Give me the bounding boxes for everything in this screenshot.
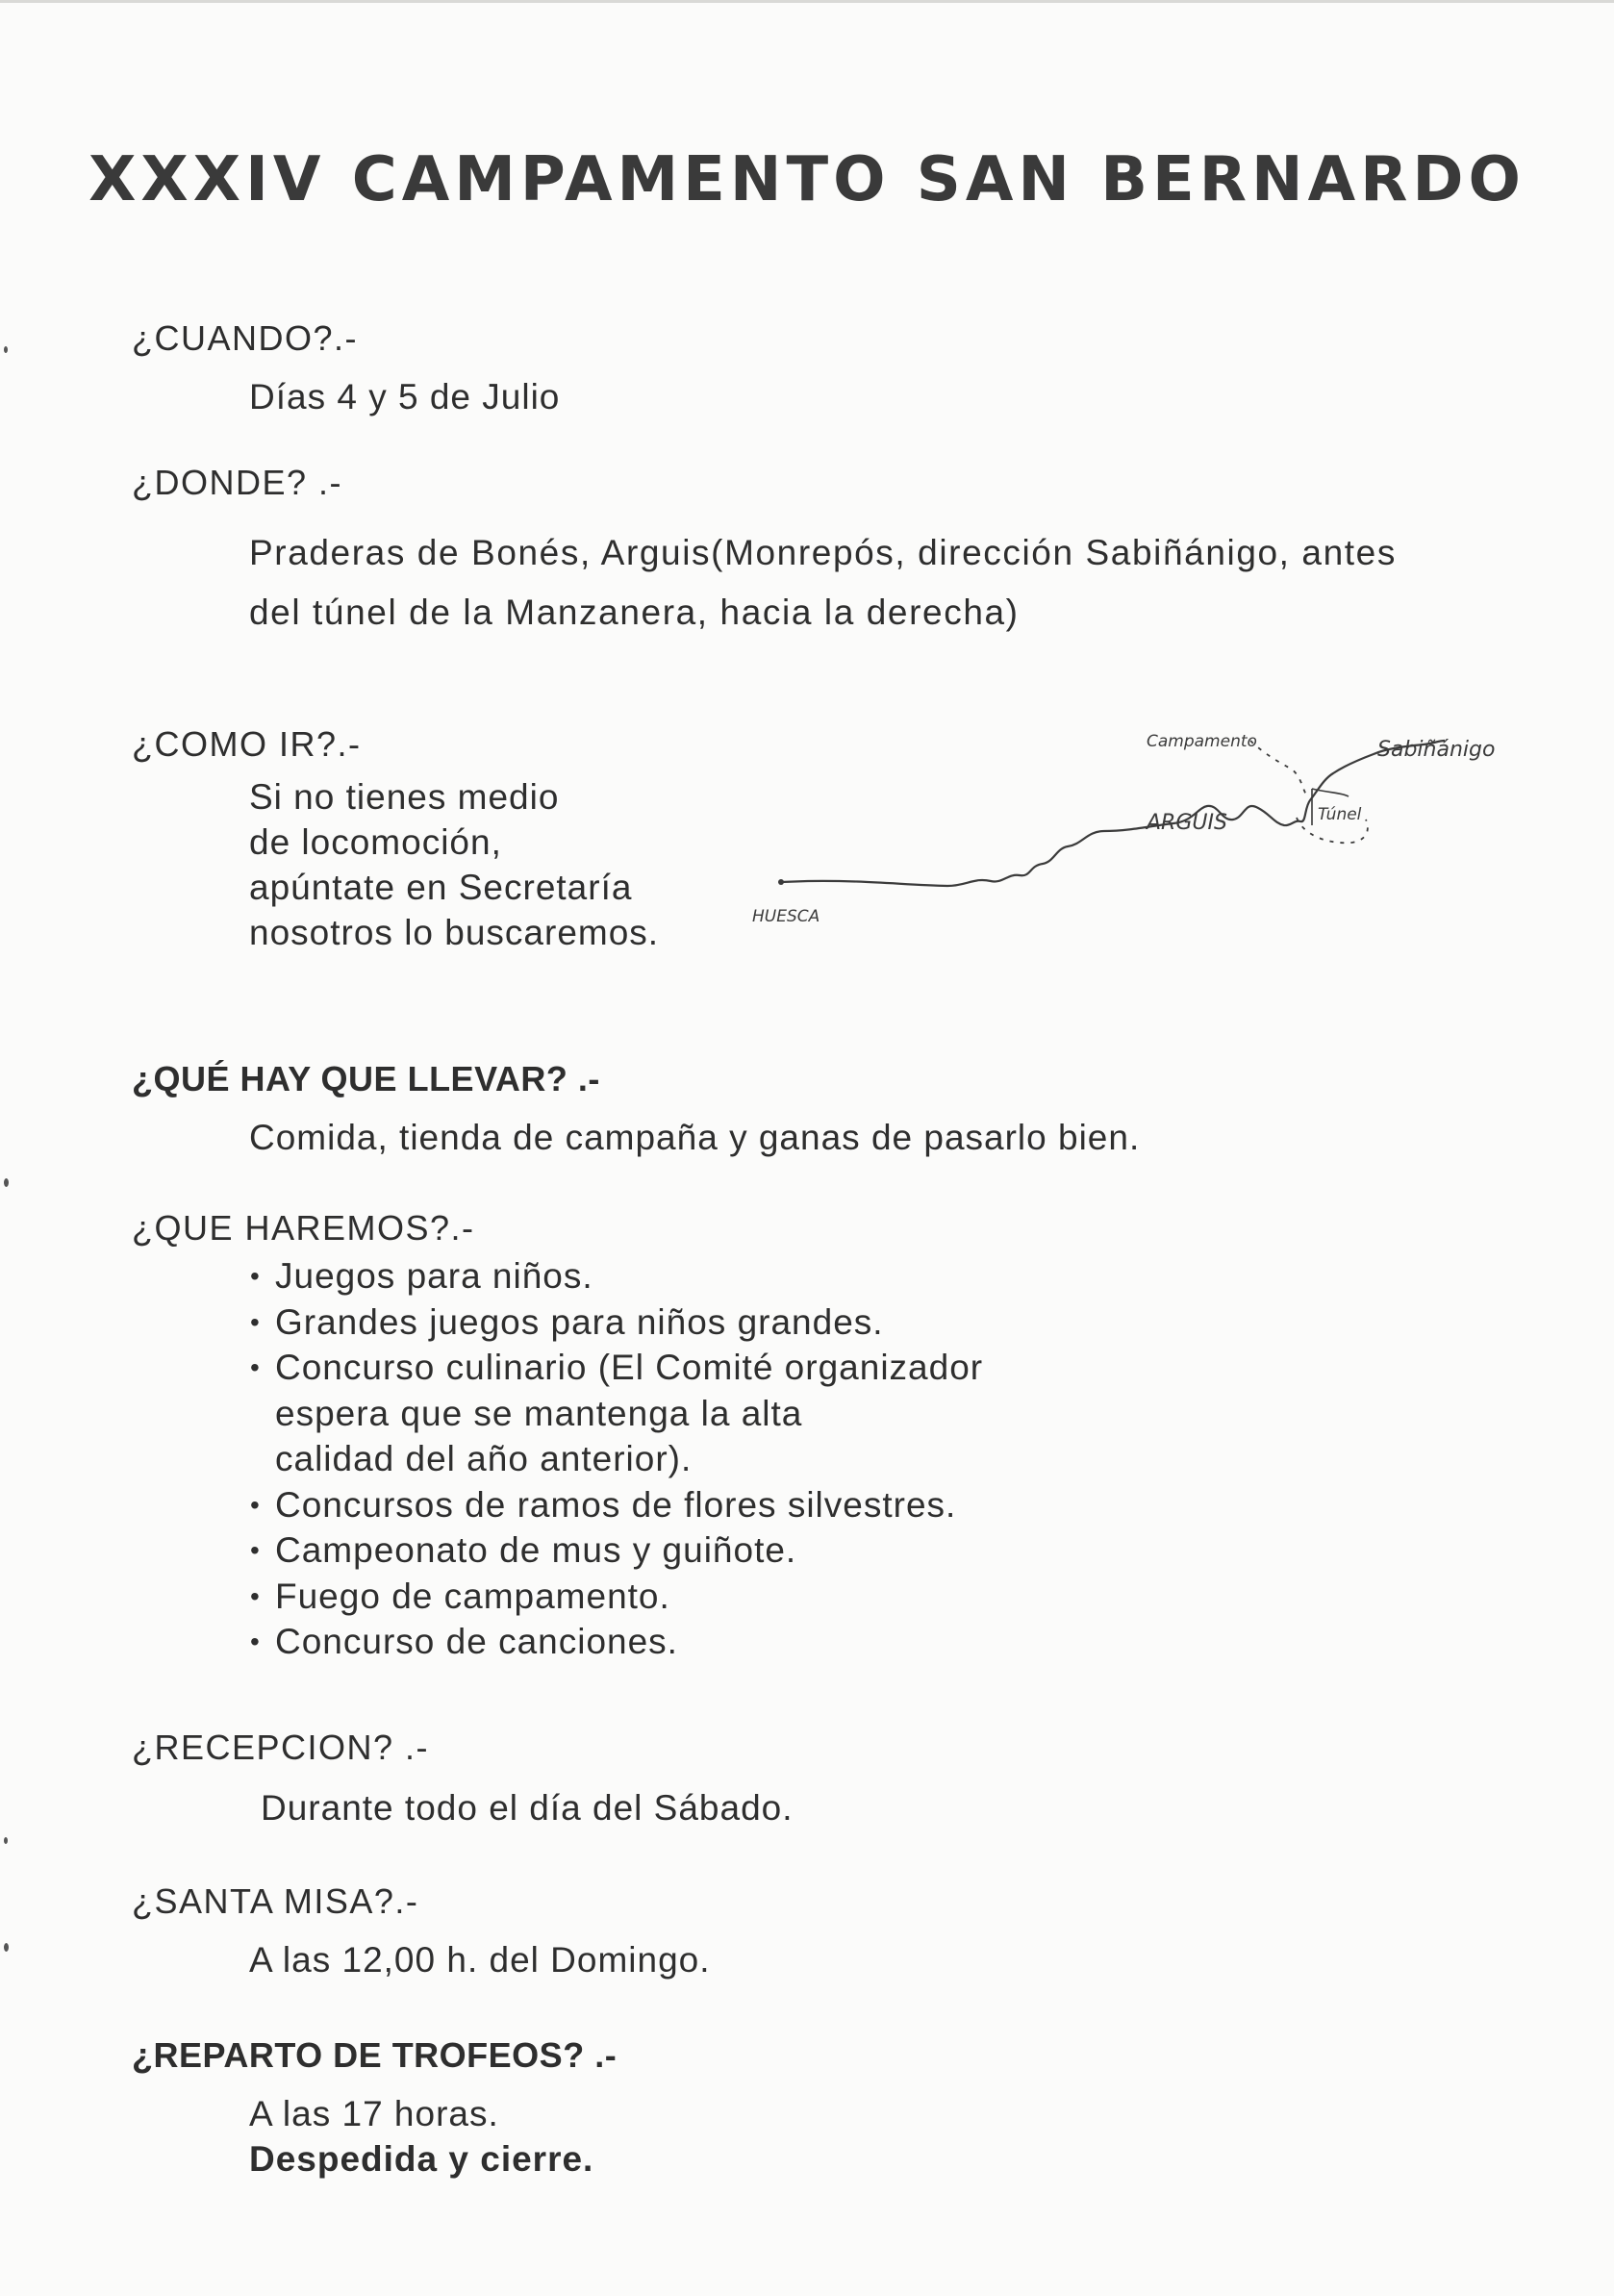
question-recepcion: ¿RECEPCION? .- [132,1728,430,1767]
answer-recepcion: Durante todo el día del Sábado. [261,1788,794,1828]
question-misa: ¿SANTA MISA?.- [132,1881,419,1921]
scan-speck [4,1837,8,1844]
section-cuando [132,317,1536,419]
list-item: • Grandes juegos para niños grandes. [250,1299,1536,1346]
list-item: • Concurso de canciones. [250,1619,1536,1665]
map-label-sabinanigo: Sabiñánigo [1377,738,1496,762]
list-item: • Fuego de campamento. [250,1574,1536,1620]
huesca-dot [778,879,784,885]
page-title: XXXIV CAMPAMENTO SAN BERNARDO [88,144,1526,215]
scan-speck [4,346,8,353]
section-llevar [132,1058,1536,1160]
list-item: • Concurso culinario (El Comité organizador espera que se mantenga la alta calidad del año anterior). [250,1345,1536,1482]
scan-speck [4,1178,9,1187]
list-item: • Campeonato de mus y guiñote. [250,1527,1536,1574]
route-sketch-map [750,712,1529,943]
question-trofeos: ¿REPARTO DE TROFEOS? .- [132,2035,618,2075]
map-label-arguis: ARGUIS [1147,811,1227,835]
page-top-edge [0,0,1614,3]
activities-list [250,1253,1536,1665]
map-label-tunel: Túnel [1318,805,1362,824]
answer-misa: A las 12,00 h. del Domingo. [249,1940,711,1980]
answer-trofeos-closing: Despedida y cierre. [249,2139,594,2179]
map-label-campamento: Campamento [1147,732,1257,751]
section-misa [132,1880,1536,1982]
question-llevar: ¿QUÉ HAY QUE LLEVAR? .- [132,1059,600,1098]
answer-como: Si no tienes medio de locomoción, apúntate en Secretaría nosotros lo buscaremos. [249,777,660,952]
section-haremos [132,1207,1536,1665]
map-label-huesca: HUESCA [752,907,820,926]
section-recepcion [132,1727,1536,1830]
campamento-track [1250,741,1306,795]
answer-trofeos: A las 17 horas. [249,2094,499,2133]
question-como: ¿COMO IR?.- [132,724,362,764]
list-item: • Concursos de ramos de flores silvestres. [250,1482,1536,1528]
question-donde: ¿DONDE? .- [132,463,343,502]
answer-cuando: Días 4 y 5 de Julio [249,377,561,416]
question-cuando: ¿CUANDO?.- [132,318,359,358]
scan-speck [4,1943,9,1952]
answer-llevar: Comida, tienda de campaña y ganas de pasarlo bien. [249,1118,1141,1157]
question-haremos: ¿QUE HAREMOS?.- [132,1208,475,1248]
list-item: • Juegos para niños. [250,1253,1536,1299]
answer-donde: Praderas de Bonés, Arguis(Monrepós, dirección Sabiñánigo, antes del túnel de la Manzanera, hacia la derecha) [249,533,1397,632]
section-trofeos [132,2034,1536,2182]
section-donde [132,462,1536,643]
